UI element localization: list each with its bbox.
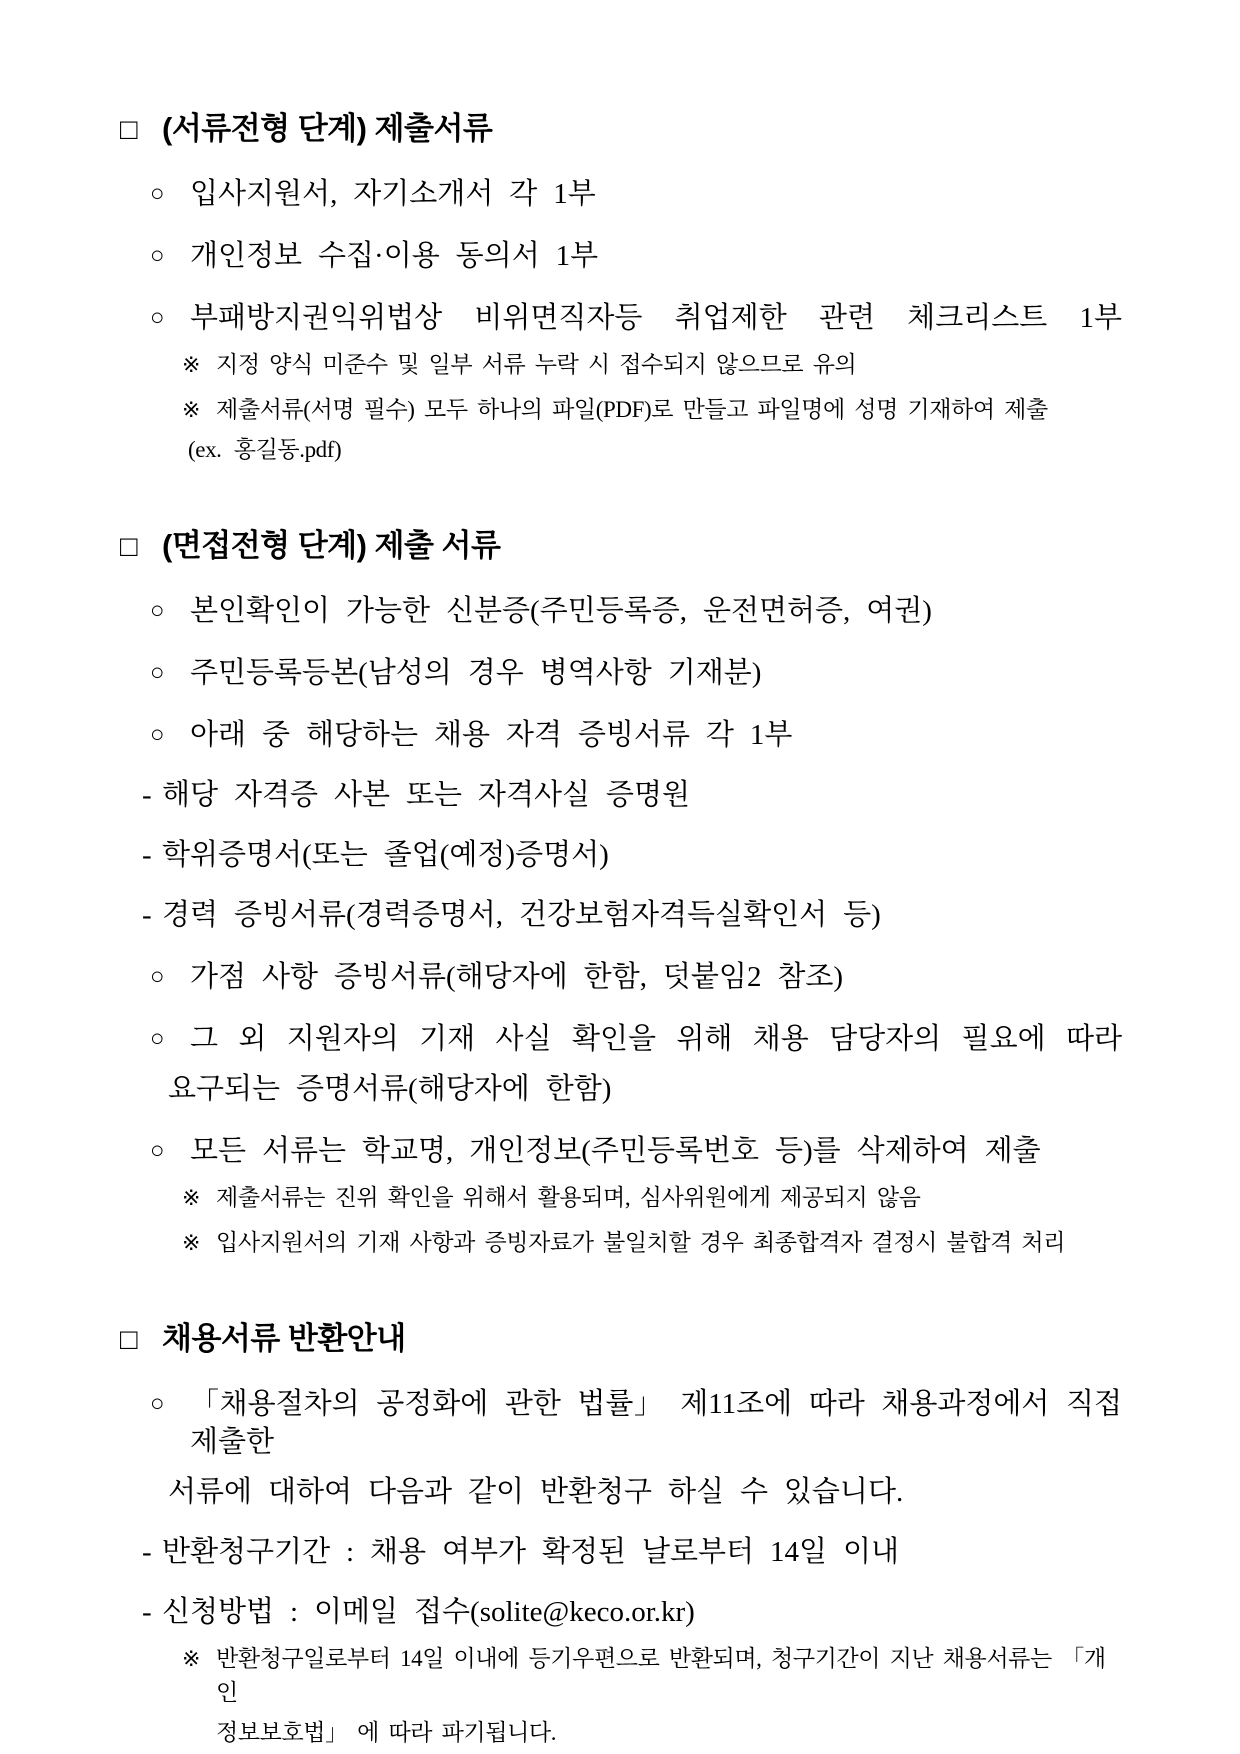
list-item-text: 그 외 지원자의 기재 사실 확인을 위해 채용 담당자의 필요에 따라 [190, 1023, 1122, 1055]
dash-bullet-icon: - [142, 839, 152, 871]
note-item-text: 제출서류는 진위 확인을 위해서 활용되며, 심사위원에게 제공되지 않음 [216, 1185, 921, 1210]
note-mark-icon: ※ [182, 1646, 201, 1671]
sub-list-item-text: 학위증명서(또는 졸업(예정)증명서) [162, 839, 609, 871]
sub-list-item [120, 1533, 1122, 1571]
section-title-text: (서류전형 단계) 제출서류 [162, 111, 493, 146]
note-item-text: (ex. 홍길동.pdf) [188, 437, 342, 462]
list-item-text: 서류에 대하여 다음과 같이 반환청구 하실 수 있습니다. [168, 1476, 904, 1508]
section-document-screening [120, 108, 1122, 467]
note-mark-icon: ※ [182, 1230, 201, 1255]
list-item-text: 「채용절차의 공정화에 관한 법률」 제11조에 따라 채용과정에서 직접 제출한 [190, 1388, 1122, 1458]
list-item [120, 237, 1122, 275]
sub-list-item-text: 신청방법 : 이메일 접수(solite@keco.or.kr) [162, 1596, 695, 1628]
section-document-return-guide [120, 1318, 1122, 1750]
circle-bullet-icon: ○ [150, 1391, 165, 1417]
note-item-text: 제출서류(서명 필수) 모두 하나의 파일(PDF)로 만들고 파일명에 성명 기재하여 제출 [216, 397, 1048, 422]
note-item-continuation [120, 1716, 1122, 1750]
note-item-text: 입사지원서의 기재 사항과 증빙자료가 불일치할 경우 최종합격자 결정시 불합격 처리 [216, 1230, 1066, 1255]
note-item [120, 348, 1122, 382]
list-item-text: 개인정보 수집·이용 동의서 1부 [190, 240, 599, 272]
note-item-continuation [120, 433, 1122, 467]
circle-bullet-icon: ○ [150, 1026, 165, 1052]
note-item [120, 393, 1122, 427]
circle-bullet-icon: ○ [150, 243, 165, 269]
circle-bullet-icon: ○ [150, 660, 165, 686]
list-item-text: 아래 중 해당하는 채용 자격 증빙서류 각 1부 [190, 719, 793, 751]
circle-bullet-icon: ○ [150, 598, 165, 624]
circle-bullet-icon: ○ [150, 964, 165, 990]
list-item-text: 부패방지권익위법상 비위면직자등 취업제한 관련 체크리스트 1부 [190, 302, 1122, 334]
note-mark-icon: ※ [182, 397, 201, 422]
note-item [120, 1226, 1122, 1260]
dash-bullet-icon: - [142, 1536, 152, 1568]
list-item [120, 1132, 1122, 1170]
circle-bullet-icon: ○ [150, 181, 165, 207]
list-item [120, 716, 1122, 754]
dash-bullet-icon: - [142, 779, 152, 811]
square-bullet-icon: □ [120, 114, 138, 146]
section-title [120, 525, 1122, 568]
sub-list-item [120, 1593, 1122, 1631]
sub-list-item [120, 896, 1122, 934]
dash-bullet-icon: - [142, 1596, 152, 1628]
square-bullet-icon: □ [120, 1324, 138, 1356]
list-item-continuation [120, 1473, 1122, 1511]
circle-bullet-icon: ○ [150, 1138, 165, 1164]
list-item [120, 1385, 1122, 1461]
sub-list-item-text: 해당 자격증 사본 또는 자격사실 증명원 [162, 779, 690, 811]
list-item [120, 958, 1122, 996]
circle-bullet-icon: ○ [150, 722, 165, 748]
list-item [120, 592, 1122, 630]
note-item-text: 지정 양식 미준수 및 일부 서류 누락 시 접수되지 않으므로 유의 [216, 352, 857, 377]
list-item [120, 299, 1122, 337]
sub-list-item-text: 경력 증빙서류(경력증명서, 건강보험자격득실확인서 등) [162, 899, 881, 931]
list-item [120, 654, 1122, 692]
note-item [120, 1181, 1122, 1215]
note-mark-icon: ※ [182, 1185, 201, 1210]
section-title [120, 108, 1122, 151]
list-item-text: 입사지원서, 자기소개서 각 1부 [190, 178, 596, 210]
square-bullet-icon: □ [120, 531, 138, 563]
sub-list-item [120, 776, 1122, 814]
list-item-text: 본인확인이 가능한 신분증(주민등록증, 운전면허증, 여권) [190, 595, 932, 627]
note-item-text: 정보보호법」 에 따라 파기됩니다. [216, 1720, 557, 1745]
sub-list-item-text: 반환청구기간 : 채용 여부가 확정된 날로부터 14일 이내 [162, 1536, 900, 1568]
section-title-text: 채용서류 반환안내 [162, 1321, 406, 1356]
note-item [120, 1642, 1122, 1710]
note-mark-icon: ※ [182, 352, 201, 377]
list-item-text: 주민등록등본(남성의 경우 병역사항 기재분) [190, 657, 762, 689]
section-title-text: (면접전형 단계) 제출 서류 [162, 528, 501, 563]
dash-bullet-icon: - [142, 899, 152, 931]
circle-bullet-icon: ○ [150, 305, 165, 331]
section-interview-documents [120, 525, 1122, 1260]
note-item-text: 반환청구일로부터 14일 이내에 등기우편으로 반환되며, 청구기간이 지난 채용서류는 「개인 [216, 1646, 1106, 1705]
list-item-text: 모든 서류는 학교명, 개인정보(주민등록번호 등)를 삭제하여 제출 [190, 1135, 1041, 1167]
list-item-text: 요구되는 증명서류(해당자에 한함) [168, 1073, 612, 1105]
list-item-text: 가점 사항 증빙서류(해당자에 한함, 덧붙임2 참조) [190, 961, 844, 993]
section-title [120, 1318, 1122, 1361]
list-item [120, 175, 1122, 213]
sub-list-item [120, 836, 1122, 874]
list-item-continuation [120, 1070, 1122, 1108]
list-item [120, 1020, 1122, 1058]
